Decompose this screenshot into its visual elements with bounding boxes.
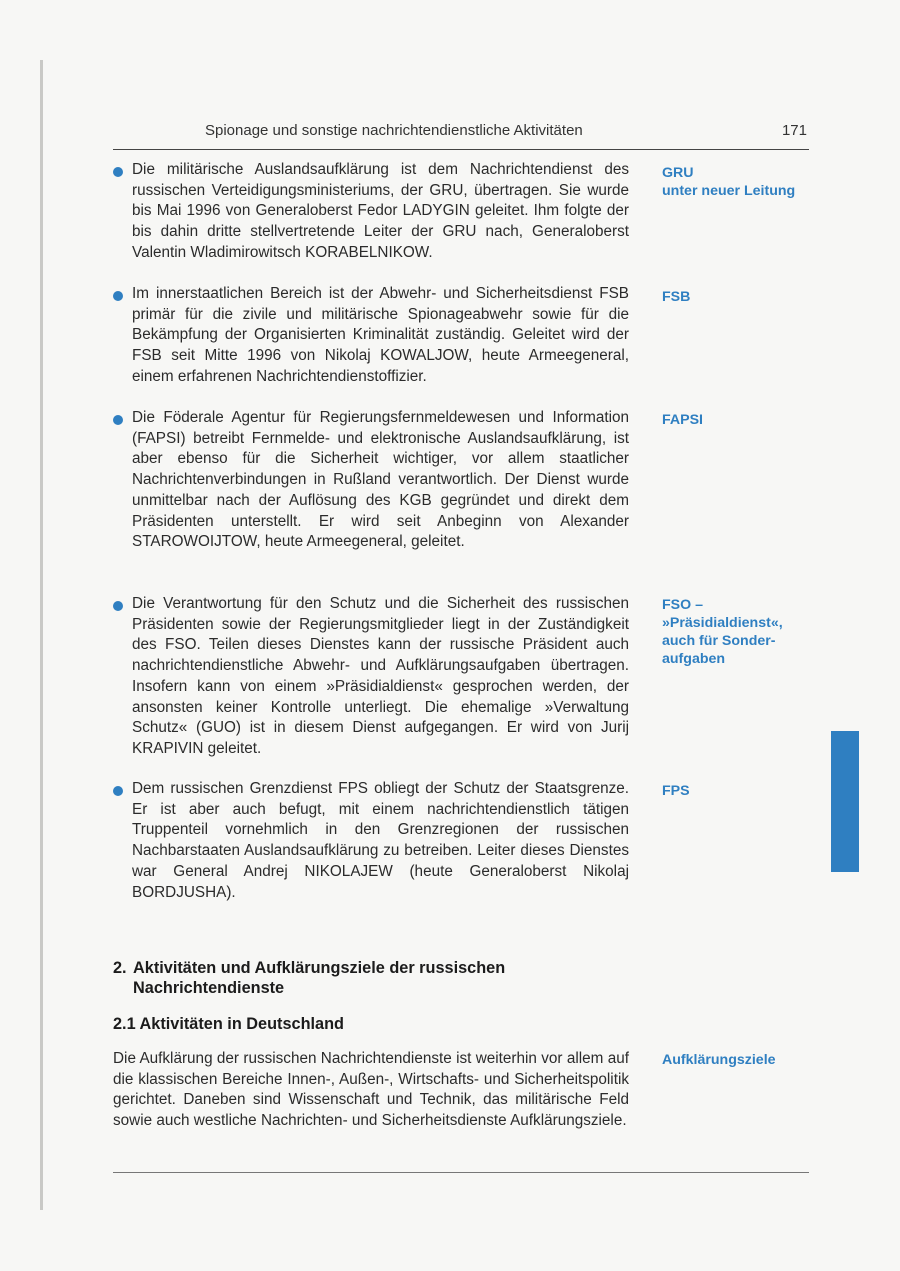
section-paragraph-fps: Dem russischen Grenzdienst FPS obliegt der Schutz der Staatsgrenze. Er ist aber auch befugt, mit einem nachrichtendienstlich tätigen Truppenteil vornehmlich in den Grenzregionen der russischen Nachbarstaaten Auslandsaufklärung zu betreiben. Leiter dieses Dienstes war General Andrej NIKOLAJEW (heute Generaloberst Nikolaj BORDJUSHA). — [132, 780, 629, 901]
page-binding-edge — [40, 60, 43, 1210]
section-heading-2-1: 2.1 Aktivitäten in Deutschland — [113, 1015, 345, 1033]
body-paragraph-aufklaerungsziele: Die Aufklärung der russischen Nachrichtendienste ist weiterhin vor allem auf die klassischen Bereiche Innen-, Außen-, Wirtschafts- und Sicherheitspolitik gerichtet. Daneben sind Wissenschaft und Technik, das militärische Feld sowie auch westliche Nachrichten- und Sicherheitsdienste Aufklärungsziele. — [113, 1050, 629, 1130]
bullet-icon — [113, 786, 123, 796]
section-paragraph-gru: Die militärische Auslandsaufklärung ist dem Nachrichtendienst des russischen Verteidigungsministeriums, der GRU, übertragen. Sie wurde bis Mai 1996 von Generaloberst Fedor LADYGIN geleitet. Ihm folgte der bis dahin dritte stellvertretende Leiter der GRU nach, Generaloberst Valentin Wladimirowitsch KORABELNIKOW. — [132, 161, 629, 261]
margin-note-fso: FSO – »Präsidialdienst«, auch für Sonder- aufgaben — [662, 597, 783, 667]
bullet-icon — [113, 601, 123, 611]
bullet-icon — [113, 291, 123, 301]
chapter-thumb-tab — [831, 731, 859, 872]
running-header-title: Spionage und sonstige nachrichtendienstliche Aktivitäten — [205, 122, 583, 139]
page-number: 171 — [781, 122, 807, 139]
section-paragraph-fsb: Im innerstaatlichen Bereich ist der Abwehr- und Sicherheitsdienst FSB primär für die zivile und militärische Spionageabwehr sowie für die Bekämpfung der Organisierten Kriminalität zuständig. Geleitet wird der FSB seit Mitte 1996 von Nikolaj KOWALJOW, heute Armeegeneral, einem erfahrenen Nachrichtendienstoffizier. — [132, 285, 629, 385]
section-paragraph-fso: Die Verantwortung für den Schutz und die Sicherheit des russischen Präsidenten sowie der Regierungsmitglieder liegt in der Zuständigkeit des FSO. Teilen dieses Dienstes kann der russische Präsident auch nachrichtendienstliche Abwehr- und Aufklärungsaufgaben übertragen. Insofern kann von einem »Präsidialdienst« gesprochen werden, der ansonsten keiner Kontrolle unterliegt. Die ehemalige »Verwaltung Schutz« (GUO) ist in diesem Dienst aufgegangen. Er wird von Jurij KRAPIVIN geleitet. — [132, 595, 629, 757]
header-rule — [113, 149, 809, 150]
bullet-icon — [113, 415, 123, 425]
bullet-icon — [113, 167, 123, 177]
margin-note-fapsi: FAPSI — [662, 412, 703, 428]
running-header — [113, 122, 809, 144]
margin-note-fps: FPS — [662, 783, 690, 799]
footer-rule — [113, 1172, 809, 1173]
section-heading-2-number: 2. — [113, 959, 127, 977]
margin-note-aufklaerungsziele: Aufklärungsziele — [662, 1052, 776, 1068]
margin-note-gru: GRU unter neuer Leitung — [662, 165, 796, 199]
section-heading-2-text: Aktivitäten und Aufklärungsziele der russischen Nachrichtendienste — [133, 959, 506, 997]
margin-note-fsb: FSB — [662, 289, 691, 305]
section-paragraph-fapsi: Die Föderale Agentur für Regierungsfernmeldewesen und Information (FAPSI) betreibt Fernmelde- und elektronische Auslandsaufklärung, ist aber ebenso für die Sicherheit wichtiger, vor allem staatlicher Nachrichtenverbindungen in Rußland verantwortlich. Der Dienst wurde unmittelbar nach der Auflösung des KGB gegründet und direkt dem Präsidenten unterstellt. Er wird seit Anbeginn von Alexander STAROWOIJTOW, heute Armeegeneral, geleitet. — [132, 409, 629, 551]
